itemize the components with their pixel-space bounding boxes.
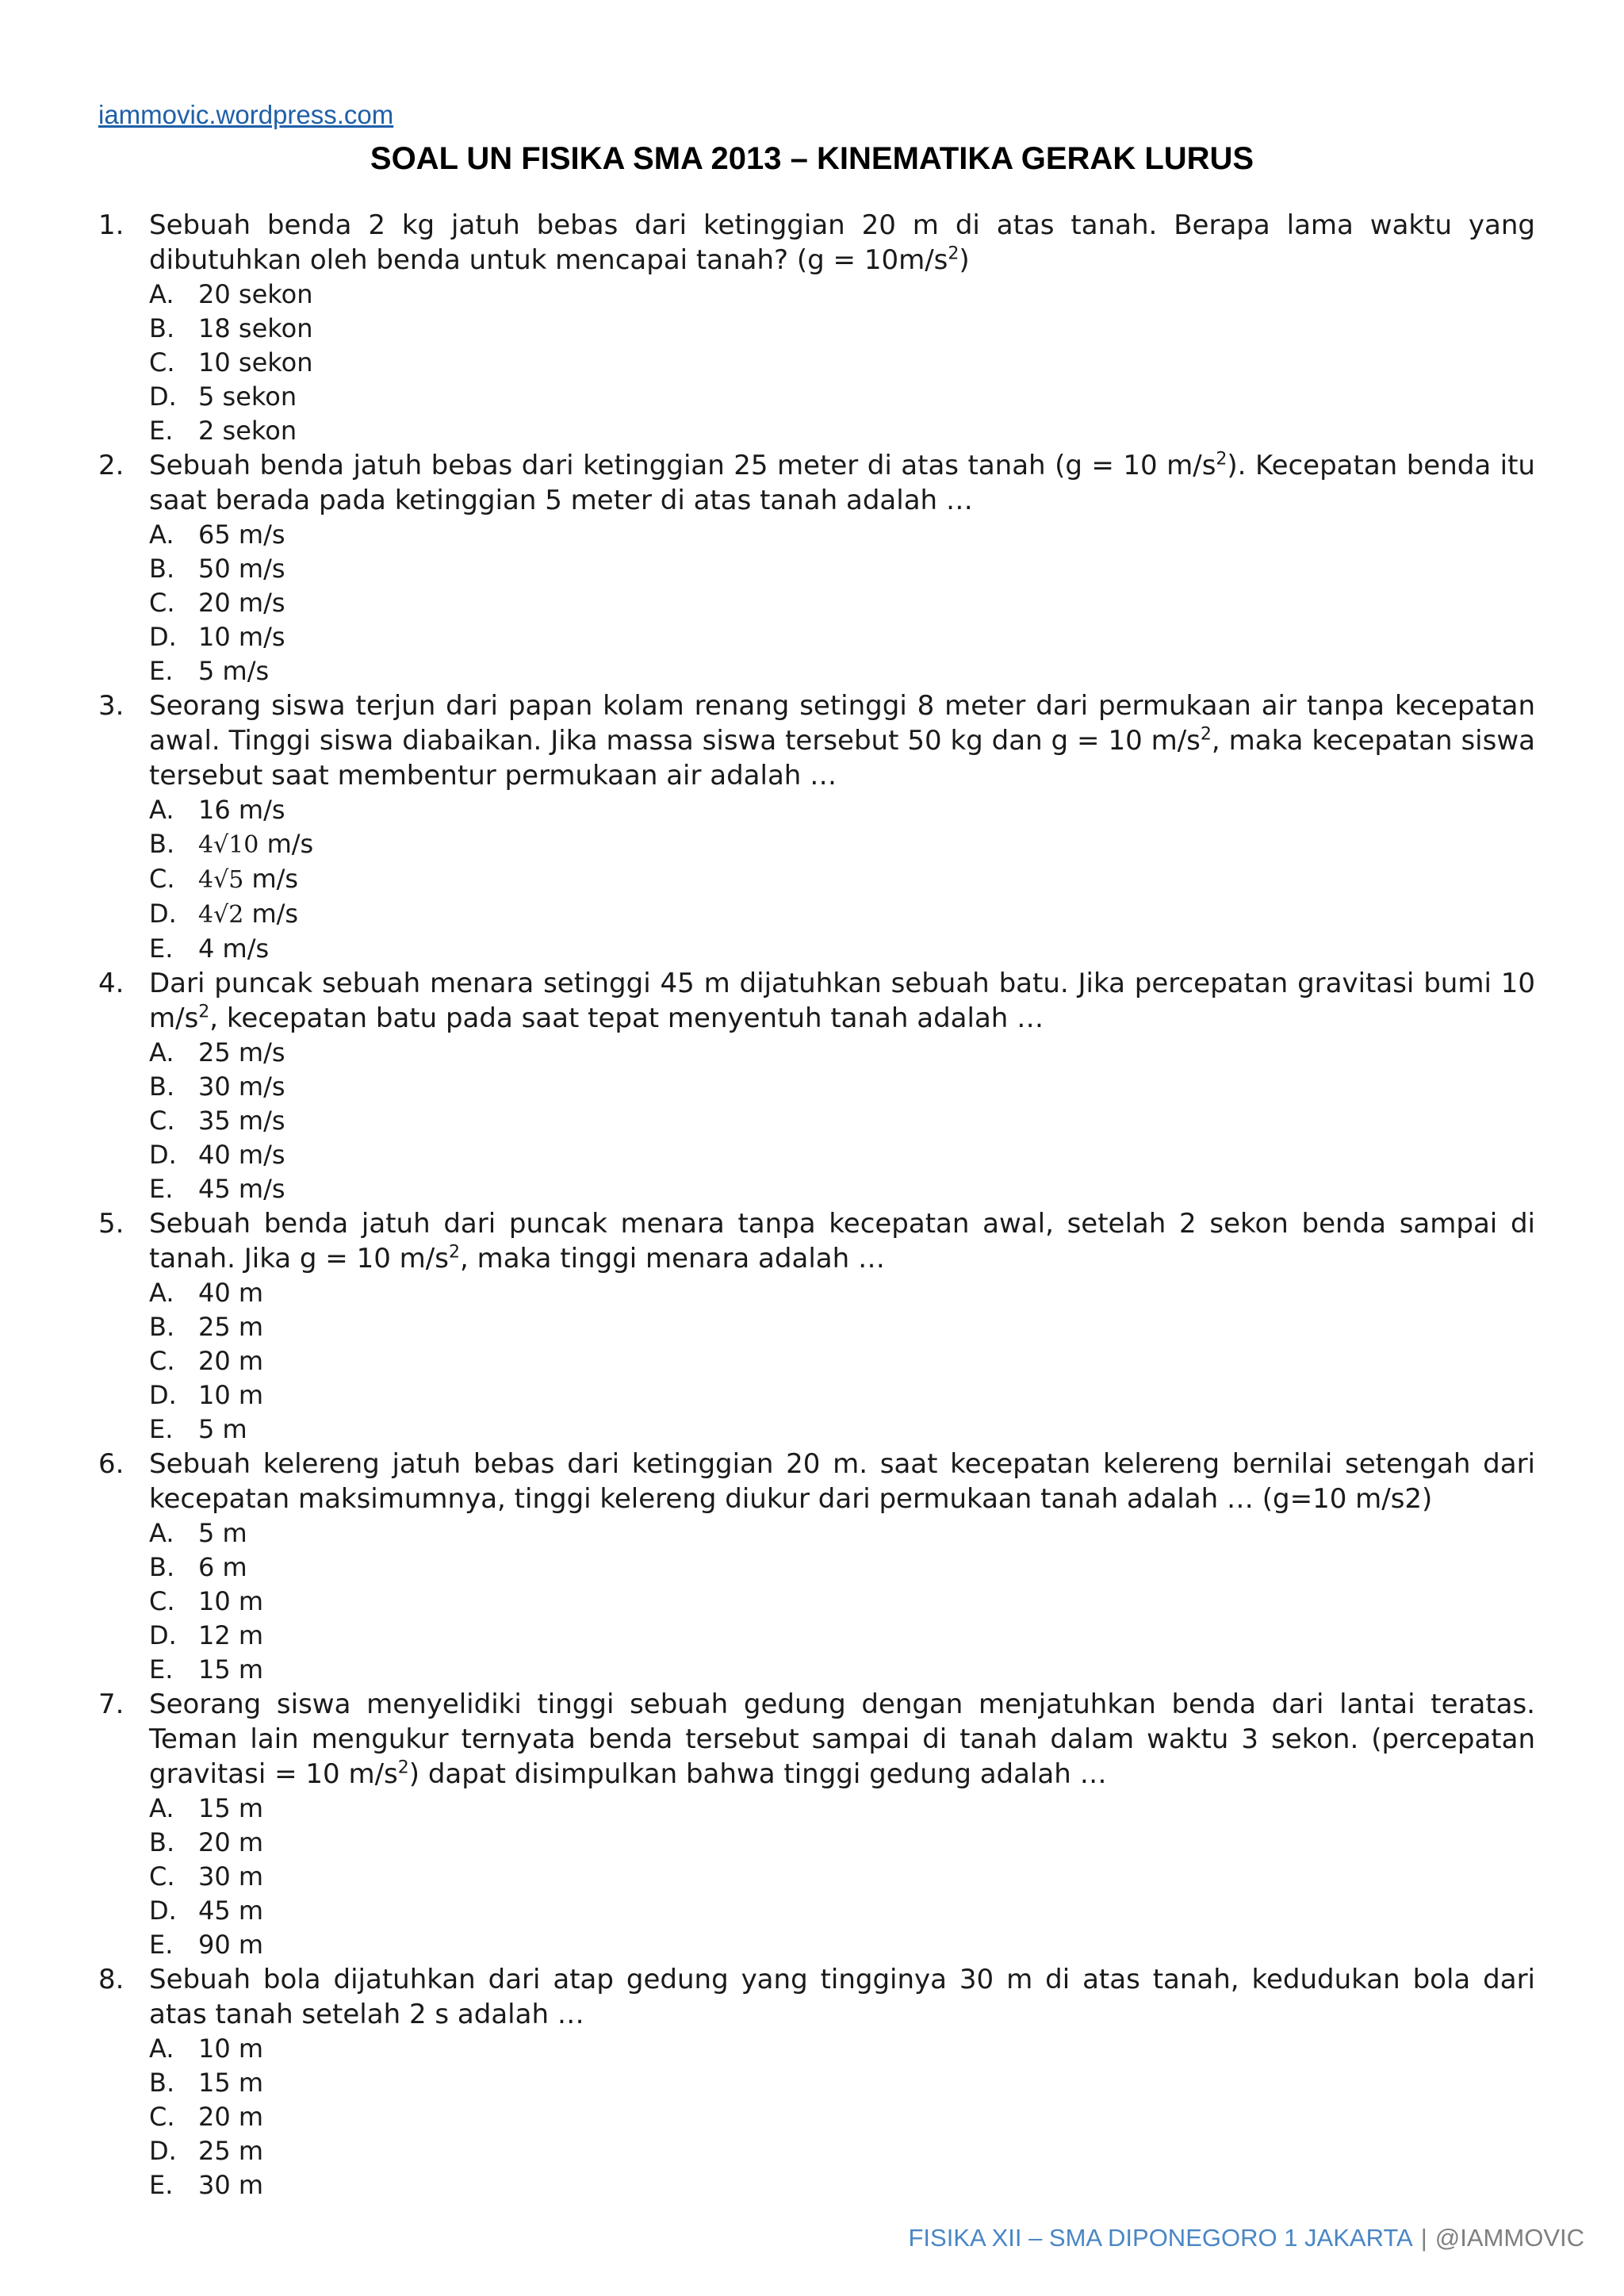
option-text: 35 m/s: [198, 1106, 285, 1136]
question-item: [98, 688, 1535, 966]
footer-separator: |: [1420, 2224, 1427, 2252]
answer-option[interactable]: [149, 654, 1535, 688]
answer-option[interactable]: [149, 1104, 1535, 1138]
option-letter: A.: [149, 1037, 174, 1068]
option-letter: D.: [149, 381, 177, 412]
question-text: Seorang siswa terjun dari papan kolam renang setinggi 8 meter dari permukaan air tanpa kecepatan awal. Tinggi siswa diabaikan. Jika massa siswa tersebut 50 kg dan g = 10 $m/s^2$, maka kecepatan siswa tersebut saat membentur permukaan air adalah …: [149, 690, 1535, 792]
option-text: 25 m/s: [198, 1037, 285, 1068]
question-text: Seorang siswa menyelidiki tinggi sebuah gedung dengan menjatuhkan benda dari lantai teratas. Teman lain mengukur ternyata benda tersebut sampai di tanah dalam waktu 3 sekon. (percepatan gravitasi = 10 $m/s^2$) dapat disimpulkan bahwa tinggi gedung adalah …: [149, 1688, 1535, 1790]
option-math: 4√2: [198, 901, 244, 929]
option-text: 45 m: [198, 1895, 264, 1926]
option-letter: C.: [149, 1106, 175, 1136]
option-text: 90 m: [198, 1930, 264, 1960]
answer-options: [149, 2032, 1535, 2202]
answer-option[interactable]: [149, 1276, 1535, 1310]
option-text: 30 m/s: [198, 1071, 285, 1102]
option-letter: D.: [149, 1140, 177, 1170]
question-number: 6.: [98, 1448, 124, 1480]
question-item: [98, 1447, 1535, 1687]
answer-option[interactable]: [149, 1928, 1535, 1962]
option-text: m/s: [243, 864, 299, 894]
site-link[interactable]: iammovic.wordpress.com: [98, 100, 394, 129]
question-text: Sebuah benda jatuh dari puncak menara tanpa kecepatan awal, setelah 2 sekon benda sampai di tanah. Jika g = 10 $m/s^2$, maka tinggi menara adalah …: [149, 1208, 1535, 1274]
option-letter: E.: [149, 1930, 174, 1960]
question-text: Sebuah benda 2 kg jatuh bebas dari ketinggian 20 m di atas tanah. Berapa lama waktu yang dibutuhkan oleh benda untuk mencapai tanah? $(g = 10m/s^2)$: [149, 209, 1535, 276]
option-text: 20 sekon: [198, 279, 313, 309]
question-number: 8.: [98, 1964, 124, 1995]
answer-option[interactable]: [149, 586, 1535, 620]
answer-option[interactable]: [149, 1550, 1535, 1585]
answer-option[interactable]: [149, 414, 1535, 448]
option-letter: A.: [149, 519, 174, 550]
option-text: 25 m: [198, 2136, 264, 2166]
option-letter: D.: [149, 1380, 177, 1410]
question-number: 2.: [98, 450, 124, 481]
footer-handle: @IAMMOVIC: [1434, 2224, 1584, 2252]
question-item: [98, 448, 1535, 688]
answer-option[interactable]: [149, 552, 1535, 586]
option-letter: E.: [149, 1174, 174, 1204]
answer-option[interactable]: [149, 620, 1535, 654]
answer-option[interactable]: [149, 1860, 1535, 1894]
answer-option[interactable]: [149, 518, 1535, 552]
question-number: 3.: [98, 690, 124, 722]
option-text: 20 m: [198, 2102, 264, 2132]
option-letter: A.: [149, 2033, 174, 2064]
answer-option[interactable]: [149, 1310, 1535, 1344]
question-text: Sebuah benda jatuh bebas dari ketinggian 25 meter di atas tanah (g = 10 $m/s^2$). Kecepatan benda itu saat berada pada ketinggian 5 meter di atas tanah adalah …: [149, 449, 1535, 516]
question-item: [98, 208, 1535, 448]
option-text: 30 m: [198, 1861, 264, 1892]
page-footer: [908, 2224, 1584, 2252]
option-text: 15 m: [198, 1654, 264, 1685]
answer-option[interactable]: [149, 1516, 1535, 1550]
option-letter: B.: [149, 1552, 175, 1582]
option-letter: E.: [149, 1654, 174, 1685]
option-text: 40 m/s: [198, 1140, 285, 1170]
option-text: 30 m: [198, 2170, 264, 2200]
answer-option[interactable]: [149, 2032, 1535, 2066]
answer-option[interactable]: [149, 897, 1535, 932]
option-text: 20 m/s: [198, 588, 285, 618]
question-number: 1.: [98, 209, 124, 241]
option-letter: B.: [149, 1312, 175, 1342]
option-text: 5 m/s: [198, 656, 270, 686]
option-letter: C.: [149, 588, 175, 618]
answer-options: [149, 278, 1535, 448]
option-letter: C.: [149, 1346, 175, 1376]
option-text: m/s: [243, 899, 299, 929]
question-item: [98, 966, 1535, 1206]
question-list: [98, 208, 1535, 2202]
option-text: 10 m: [198, 2033, 264, 2064]
option-text: 45 m/s: [198, 1174, 285, 1204]
option-letter: A.: [149, 1278, 174, 1308]
option-math: 4√10: [198, 831, 259, 859]
answer-option[interactable]: [149, 932, 1535, 966]
option-letter: E.: [149, 416, 174, 446]
answer-option[interactable]: [149, 1894, 1535, 1928]
option-letter: D.: [149, 899, 177, 929]
option-text: 4 m/s: [198, 933, 270, 964]
option-math: 4√5: [198, 866, 244, 894]
option-letter: C.: [149, 864, 175, 894]
answer-options: [149, 518, 1535, 688]
option-text: 10 sekon: [198, 347, 313, 378]
option-text: 15 m: [198, 1793, 264, 1823]
answer-option[interactable]: [149, 2066, 1535, 2100]
answer-option[interactable]: [149, 1792, 1535, 1826]
answer-options: [149, 1036, 1535, 1206]
answer-option[interactable]: [149, 1036, 1535, 1070]
option-text: 5 m: [198, 1414, 247, 1444]
answer-option[interactable]: [149, 1172, 1535, 1206]
option-letter: D.: [149, 622, 177, 652]
answer-option[interactable]: [149, 2168, 1535, 2202]
option-letter: B.: [149, 1071, 175, 1102]
option-letter: B.: [149, 313, 175, 343]
answer-option[interactable]: [149, 380, 1535, 414]
option-text: 16 m/s: [198, 795, 285, 825]
question-text: Sebuah bola dijatuhkan dari atap gedung yang tingginya 30 m di atas tanah, kedudukan bola dari atas tanah setelah 2 s adalah …: [149, 1964, 1535, 2030]
option-letter: E.: [149, 1414, 174, 1444]
option-letter: C.: [149, 1861, 175, 1892]
answer-option[interactable]: [149, 1585, 1535, 1619]
option-letter: A.: [149, 795, 174, 825]
option-letter: E.: [149, 933, 174, 964]
option-letter: B.: [149, 554, 175, 584]
answer-options: [149, 1276, 1535, 1447]
answer-option[interactable]: [149, 2134, 1535, 2168]
option-letter: E.: [149, 2170, 174, 2200]
question-number: 4.: [98, 968, 124, 999]
answer-option[interactable]: [149, 346, 1535, 380]
option-text: 12 m: [198, 1620, 264, 1650]
option-text: m/s: [259, 829, 314, 859]
option-letter: C.: [149, 1586, 175, 1616]
option-letter: E.: [149, 656, 174, 686]
option-text: 15 m: [198, 2068, 264, 2098]
page-title: SOAL UN FISIKA SMA 2013 – KINEMATIKA GERAK LURUS: [370, 141, 1254, 176]
option-text: 20 m: [198, 1827, 264, 1857]
option-text: 5 m: [198, 1518, 247, 1548]
option-letter: B.: [149, 2068, 175, 2098]
answer-option[interactable]: [149, 1138, 1535, 1172]
answer-option[interactable]: [149, 278, 1535, 312]
answer-option[interactable]: [149, 827, 1535, 862]
option-text: 40 m: [198, 1278, 264, 1308]
option-text: 18 sekon: [198, 313, 313, 343]
answer-options: [149, 1792, 1535, 1962]
answer-option[interactable]: [149, 1826, 1535, 1860]
option-letter: C.: [149, 347, 175, 378]
option-letter: D.: [149, 2136, 177, 2166]
answer-option[interactable]: [149, 1412, 1535, 1447]
footer-school: FISIKA XII – SMA DIPONEGORO 1 JAKARTA: [908, 2224, 1413, 2252]
option-text: 10 m: [198, 1586, 264, 1616]
question-text: Sebuah kelereng jatuh bebas dari ketinggian 20 m. saat kecepatan kelereng bernilai setengah dari kecepatan maksimumnya, tinggi kelereng diukur dari permukaan tanah adalah … (g=10 m/s2): [149, 1448, 1535, 1515]
option-letter: A.: [149, 1518, 174, 1548]
answer-option[interactable]: [149, 793, 1535, 827]
option-text: 2 sekon: [198, 416, 297, 446]
option-text: 10 m/s: [198, 622, 285, 652]
option-text: 25 m: [198, 1312, 264, 1342]
answer-option[interactable]: [149, 2100, 1535, 2134]
option-letter: A.: [149, 279, 174, 309]
answer-option[interactable]: [149, 862, 1535, 897]
answer-option[interactable]: [149, 1344, 1535, 1378]
answer-option[interactable]: [149, 1653, 1535, 1687]
option-text: 6 m: [198, 1552, 247, 1582]
question-number: 7.: [98, 1688, 124, 1720]
question-item: [98, 1206, 1535, 1447]
question-text: Dari puncak sebuah menara setinggi 45 m dijatuhkan sebuah batu. Jika percepatan gravitasi bumi 10 $m/s^2$, kecepatan batu pada saat tepat menyentuh tanah adalah …: [149, 968, 1535, 1034]
option-text: 65 m/s: [198, 519, 285, 550]
question-item: [98, 1962, 1535, 2202]
option-text: 20 m: [198, 1346, 264, 1376]
option-text: 10 m: [198, 1380, 264, 1410]
question-number: 5.: [98, 1208, 124, 1240]
answer-option[interactable]: [149, 312, 1535, 346]
option-text: 5 sekon: [198, 381, 297, 412]
answer-options: [149, 793, 1535, 966]
answer-option[interactable]: [149, 1619, 1535, 1653]
option-letter: D.: [149, 1620, 177, 1650]
answer-option[interactable]: [149, 1070, 1535, 1104]
answer-option[interactable]: [149, 1378, 1535, 1412]
question-item: [98, 1687, 1535, 1962]
option-letter: A.: [149, 1793, 174, 1823]
option-letter: B.: [149, 1827, 175, 1857]
option-letter: B.: [149, 829, 175, 859]
option-letter: D.: [149, 1895, 177, 1926]
answer-options: [149, 1516, 1535, 1687]
option-letter: C.: [149, 2102, 175, 2132]
option-text: 50 m/s: [198, 554, 285, 584]
